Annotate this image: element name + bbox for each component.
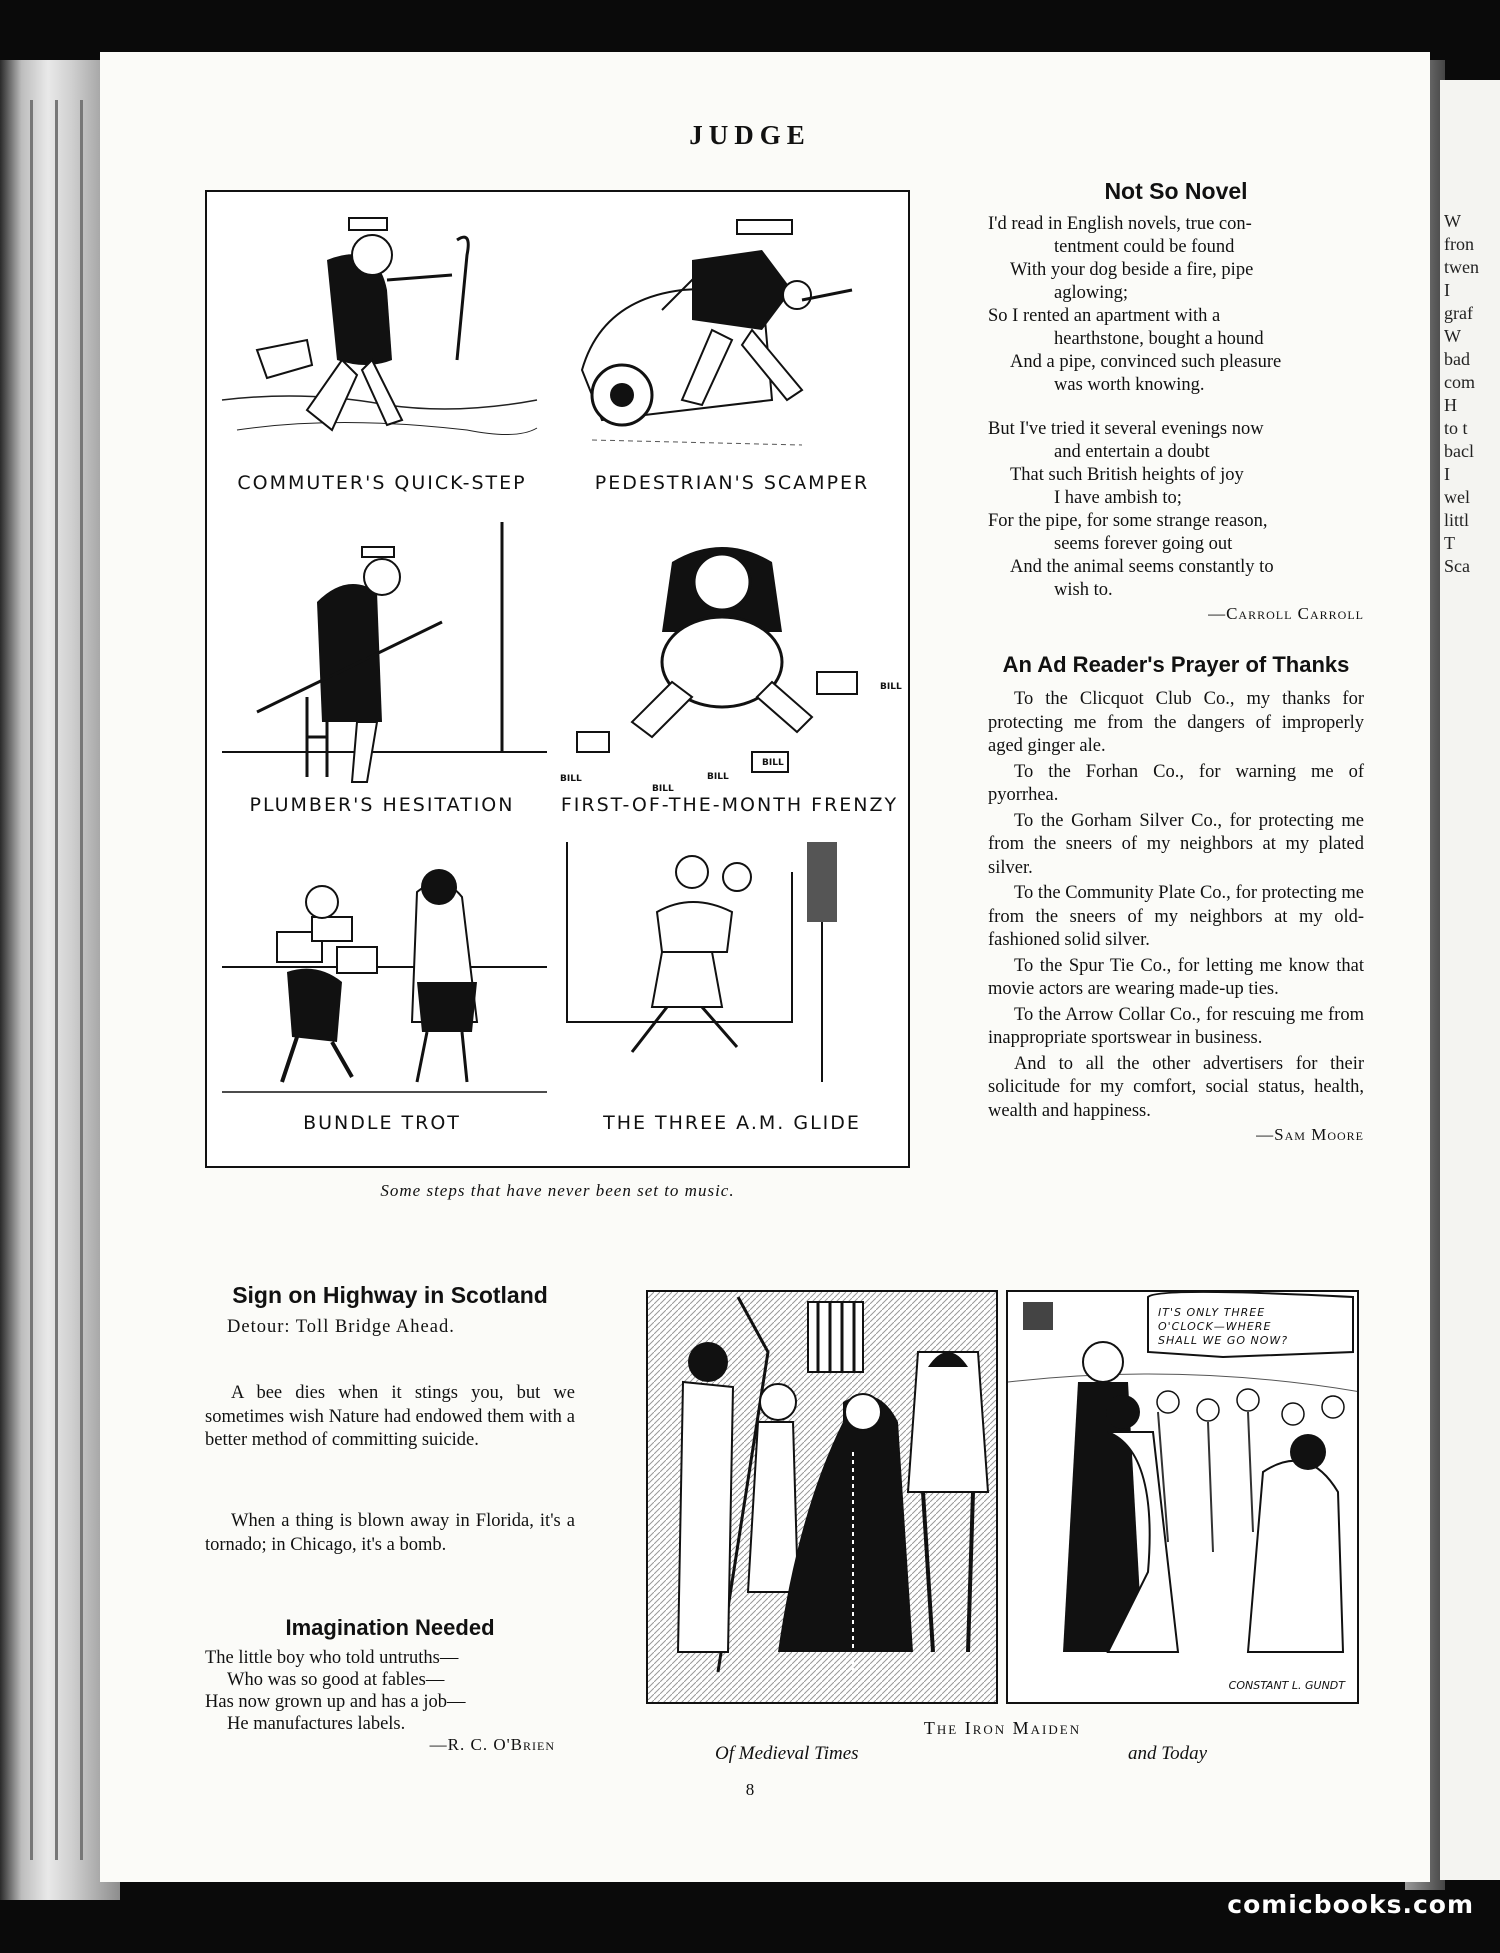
panel-three-am-glide [562,842,902,1162]
bill-label: BILL [652,784,674,794]
bill-label: BILL [707,772,729,782]
caption-three-am-glide: THE THREE A.M. GLIDE [603,1112,861,1134]
poem-line: And the animal seems constantly to [1010,557,1274,577]
iron-maiden-cartoon [646,1290,1359,1704]
poem-line: For the pipe, for some strange reason, [988,511,1268,531]
caption-plumber: PLUMBER'S HESITATION [249,794,515,816]
poem-line: and entertain a doubt [1054,442,1210,462]
bundle-trot-drawing [217,842,547,1132]
next-page-text: I [1444,280,1450,300]
scotland-sign-title: Sign on Highway in Scotland [232,1282,548,1308]
three-am-glide-drawing [562,842,902,1132]
next-page-text: littl [1444,510,1470,530]
speech-line: IT'S ONLY THREE [1158,1306,1266,1319]
poem1-author: —Carroll Carroll [1208,604,1364,623]
commuter-drawing [217,200,547,510]
iron-maiden-left-caption: Of Medieval Times [715,1743,859,1764]
iron-maiden-right-caption: and Today [1128,1743,1208,1764]
pedestrian-drawing [562,200,902,510]
panel-commuter [217,200,547,510]
dance-steps-cartoon [205,190,910,1168]
prayer-author: —Sam Moore [1256,1125,1364,1144]
bee-joke [205,1382,575,1455]
next-page-text: bad [1444,349,1470,369]
bee-joke-text: A bee dies when it stings you, but we sometimes wish Nature had endowed them with a better method of committing suicide. [205,1383,575,1450]
next-page-text: W [1444,211,1461,231]
plumber-drawing [217,522,547,832]
prayer-body [988,688,1364,1123]
next-page-text: twen [1444,257,1479,277]
prayer-paragraph: To the Forhan Co., for warning me of pyorrhea. [988,761,1364,805]
next-page-text: I [1444,464,1450,484]
panel-bundle-trot [217,842,547,1162]
panel-today [1006,1290,1359,1704]
panel-plumber [217,522,547,832]
speech-line: SHALL WE GO NOW? [1158,1334,1289,1347]
next-page-text: H [1444,395,1457,415]
imagination-article [205,1615,575,1755]
poem-line: tentment could be found [1054,237,1235,257]
next-page-text: to t [1444,418,1468,438]
prayer-paragraph: And to all the other advertisers for their solicitude for my comfort, social status, health, wealth and happiness. [988,1053,1364,1121]
scotland-sign-text: Detour: Toll Bridge Ahead. [227,1317,455,1337]
poem-line: But I've tried it several evenings now [988,419,1264,439]
panel-frenzy [552,522,907,832]
next-page-text: graf [1444,303,1473,323]
iron-maiden-title: The Iron Maiden [923,1718,1082,1738]
poem-line: So I rented an apartment with a [988,306,1221,326]
prayer-paragraph: To the Arrow Collar Co., for rescuing me from inappropriate sportswear in business. [988,1004,1364,1048]
today-drawing [1008,1292,1359,1704]
cartoon-caption: Some steps that have never been set to music. [380,1181,735,1200]
poem-line: Who was so good at fables— [227,1670,445,1690]
caption-frenzy: FIRST-OF-THE-MONTH FRENZY [560,794,899,816]
next-page-text: T [1444,533,1455,553]
poem-line: hearthstone, bought a hound [1054,329,1264,349]
prayer-paragraph: To the Gorham Silver Co., for protecting me from the sneers of my neighbors at my plated silver. [988,810,1364,878]
poem-line: Has now grown up and has a job— [205,1692,466,1712]
florida-joke-text: When a thing is blown away in Florida, it's a tornado; in Chicago, it's a bomb. [205,1511,575,1555]
caption-pedestrian: PEDESTRIAN'S SCAMPER [594,472,870,494]
poem-line: With your dog beside a fire, pipe [1010,260,1254,280]
poem-line: was worth knowing. [1054,375,1205,395]
imagination-author: —R. C. O'Brien [429,1735,555,1754]
poem-line: The little boy who told untruths— [205,1648,459,1668]
poem-line: seems forever going out [1054,534,1233,554]
next-page-text: com [1444,372,1475,392]
page-header: JUDGE [689,120,811,150]
panel-pedestrian [562,200,902,510]
speech-balloon [1158,1306,1348,1348]
florida-joke [205,1510,575,1559]
bill-label: BILL [560,774,582,784]
prayer-title: An Ad Reader's Prayer of Thanks [1002,652,1350,677]
bill-label: BILL [880,682,902,692]
prayer-paragraph: To the Spur Tie Co., for letting me know that movie actors are wearing made-up ties. [988,955,1364,999]
speech-line: O'CLOCK—WHERE [1158,1320,1272,1333]
caption-commuter: COMMUTER'S QUICK-STEP [237,472,527,494]
not-so-novel-article [988,178,1364,624]
frenzy-drawing [552,522,907,832]
imagination-title: Imagination Needed [285,1615,495,1640]
not-so-novel-poem [988,213,1364,602]
not-so-novel-title: Not So Novel [1104,178,1248,204]
scotland-sign-article [205,1282,575,1338]
prayer-article [988,652,1364,1145]
poem-line: I'd read in English novels, true con- [988,214,1252,234]
poem-line: He manufactures labels. [227,1714,406,1734]
prayer-paragraph: To the Clicquot Club Co., my thanks for protecting me from the dangers of improperly aged ginger ale. [988,689,1364,756]
next-page-text: bacl [1444,441,1474,461]
imagination-poem [205,1647,575,1735]
artist-signature: CONSTANT L. GUNDT [1228,1679,1345,1692]
next-page-text: W [1444,326,1461,346]
page-number: 8 [745,1780,755,1799]
medieval-drawing [648,1292,998,1704]
poem-line: That such British heights of joy [1010,465,1244,485]
caption-bundle-trot: BUNDLE TROT [303,1112,461,1134]
panel-medieval [646,1290,998,1704]
watermark: comicbooks.com [1227,1890,1474,1919]
poem-line: wish to. [1054,580,1113,600]
poem-line: I have ambish to; [1054,488,1182,508]
next-page-text: fron [1444,234,1474,254]
next-page-fragment [1440,80,1500,1880]
next-page-text: Sca [1444,556,1470,576]
next-page-text: wel [1444,487,1470,507]
poem-line: And a pipe, convinced such pleasure [1010,352,1282,372]
poem-line: aglowing; [1054,283,1128,303]
prayer-paragraph: To the Community Plate Co., for protecting me from the sneers of my neighbors at my old-fashioned solid silver. [988,883,1364,950]
bill-label: BILL [762,758,784,768]
